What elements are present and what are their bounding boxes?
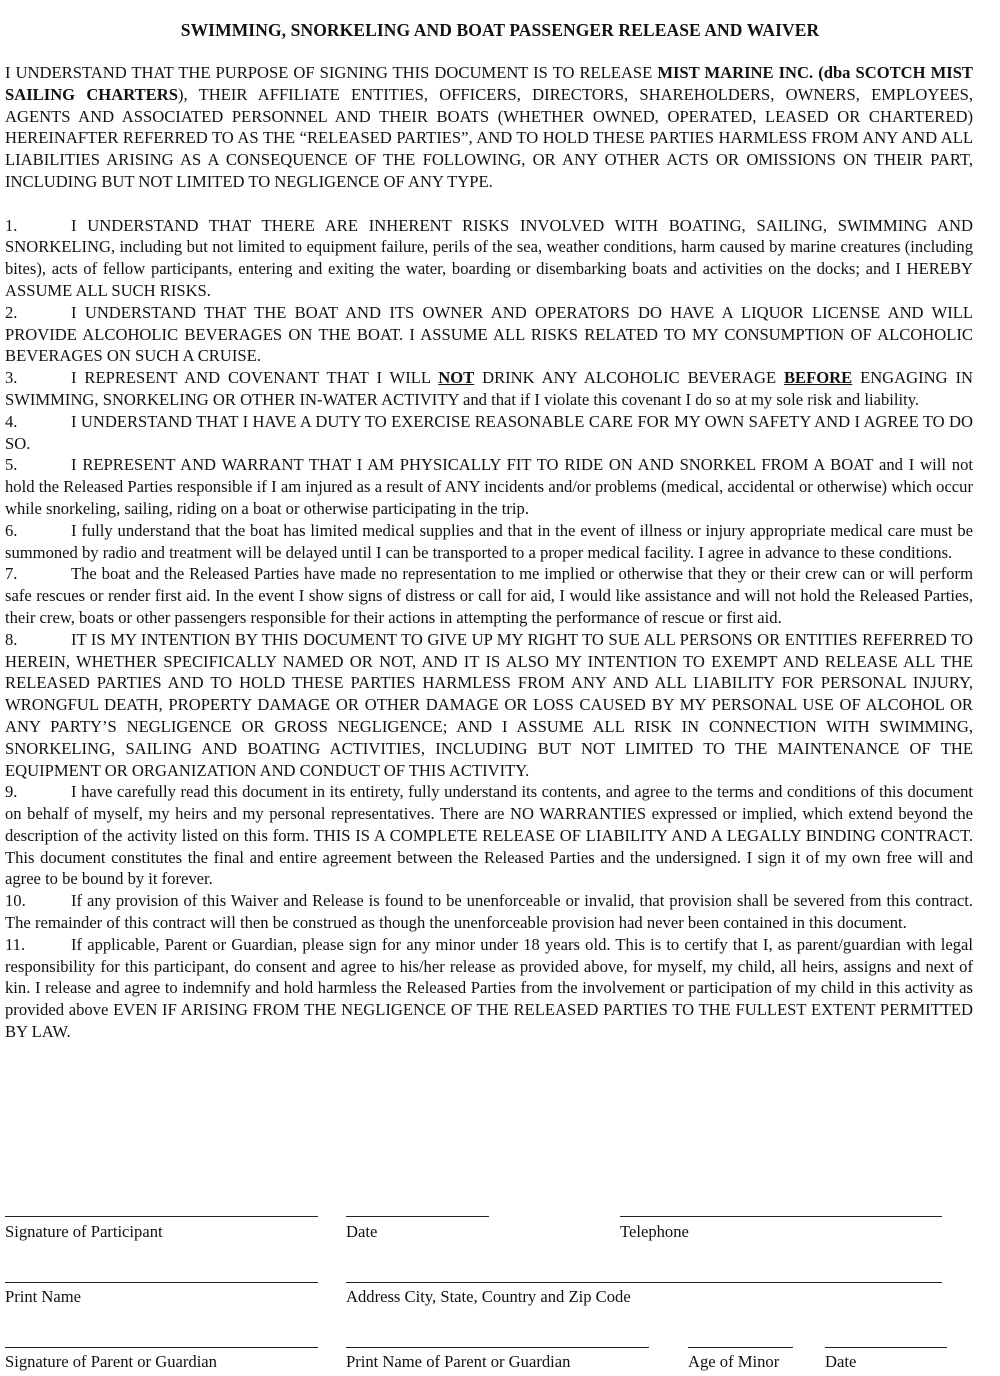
address-label: Address City, State, Country and Zip Code	[346, 1287, 631, 1306]
signature-of-parent-label: Signature of Parent or Guardian	[5, 1352, 217, 1371]
intro-post: ), THEIR AFFILIATE ENTITIES, OFFICERS, DIRECTORS, SHAREHOLDERS, OWNERS, EMPLOYEES, AGENTS AND ASSOCIATED PERSONNEL AND THEIR BOATS (WHETHER OWNED, OPERATED, LEASED OR CHARTERED) HEREINAFTER REFERRED TO AS THE “RELEASED PARTIES”, AND TO HOLD THESE PARTIES HARMLESS FROM ANY AND ALL LIABILITIES ARISING AS A CONSEQUENCE OF THE FOLLOWING, OR ANY OTHER ACTS OR OMISSIONS ON THEIR PART, INCLUDING BUT NOT LIMITED TO NEGLIGENCE OF ANY TYPE.	[5, 84, 973, 191]
intro-pre: I UNDERSTAND THAT THE PURPOSE OF SIGNING THIS DOCUMENT IS TO RELEASE	[5, 63, 658, 82]
clause-number: 11.	[5, 934, 26, 954]
clause-text: I REPRESENT AND WARRANT THAT I AM PHYSICALLY FIT TO RIDE ON AND SNORKEL FROM A BOAT and I will not hold the Released Parties responsible if I am injured as a result of ANY incidents and/or problems (medical, accidental or otherwise) which occur while snorkeling, sailing, riding on a boat or otherwise participating in the trip.	[5, 455, 973, 518]
clause-number: 10.	[5, 891, 26, 911]
age-of-minor-field[interactable]	[688, 1347, 793, 1348]
clause-7	[5, 563, 973, 628]
telephone-label: Telephone	[620, 1222, 689, 1241]
clause-text: ENGAGING IN SWIMMING, SNORKELING OR OTHER IN-WATER ACTIVITY and that if I violate this covenant I do so at my sole risk and liability.	[5, 368, 974, 409]
date-2-label: Date	[825, 1352, 857, 1371]
intro-paragraph	[5, 62, 973, 193]
clause-text: I have carefully read this document in its entirety, fully understand its contents, and agree to the terms and conditions of this document on behalf of myself, my heirs and my personal representatives. There are NO WARRANTIES expressed or implied, which extend beyond the description of the activity listed on this form. THIS IS A COMPLETE RELEASE OF LIABILITY AND A LEGALLY BINDING CONTRACT. This document constitutes the final and entire agreement between the Released Parties and the undersigned. I sign it of my own free will and agree to be bound by it forever.	[5, 782, 973, 889]
clause-text: I UNDERSTAND THAT THERE ARE INHERENT RISKS INVOLVED WITH BOATING, SAILING, SWIMMING AND SNORKELING, including but not limited to equipment failure, perils of the sea, weather conditions, harm caused by marine creatures (including bites), acts of fellow participants, entering and exiting the water, boarding or disembarking boats and activities on the docks; and I HEREBY ASSUME ALL SUCH RISKS.	[5, 215, 973, 300]
clause-text: IT IS MY INTENTION BY THIS DOCUMENT TO GIVE UP MY RIGHT TO SUE ALL PERSONS OR ENTITIES REFERRED TO HEREIN, WHETHER SPECIFICALLY NAMED OR NOT, AND IT IS ALSO MY INTENTION TO EXEMPT AND RELEASE ALL THE RELEASED PARTIES AND TO HOLD THESE PARTIES HARMLESS FROM ANY AND ALL LIABILITY FOR PERSONAL INJURY, WRONGFUL DEATH, PROPERTY DAMAGE OR OTHER DAMAGE OR LOSS CAUSED BY MY PERSONAL USE OF ALCOHOL OR ANY PARTY’S NEGLIGENCE OR GROSS NEGLIGENCE; AND I ASSUME ALL RISK IN CONNECTION WITH SWIMMING, SNORKELING, SAILING AND BOATING ACTIVITIES, INCLUDING BUT NOT LIMITED TO THE MAINTENANCE OF THE EQUIPMENT OR ORGANIZATION AND CONDUCT OF THIS ACTIVITY.	[5, 629, 973, 780]
clause-number: 6.	[5, 520, 18, 540]
clause-1	[5, 215, 973, 302]
clause-text: I fully understand that the boat has limited medical supplies and that in the event of illness or injury appropriate medical care must be summoned by radio and treatment will be delayed until I can be transported to a proper medical facility. I agree in advance to these conditions.	[5, 520, 973, 562]
clause-number: 1.	[5, 215, 18, 235]
document-title: SWIMMING, SNORKELING AND BOAT PASSENGER RELEASE AND WAIVER	[180, 20, 820, 40]
clause-text: The boat and the Released Parties have made no representation to me implied or otherwise that they or their crew can or will perform safe rescues or render first aid. In the event I show signs of distress or call for aid, I would like assistance and will not hold the Released Parties, their crew, boats or other passengers responsible for their actions in attempting the performance of rescue or first aid.	[5, 564, 973, 627]
clause-number: 7.	[5, 564, 18, 584]
print-name-of-parent-label: Print Name of Parent or Guardian	[346, 1352, 571, 1371]
address-field[interactable]	[346, 1282, 942, 1283]
print-name-field[interactable]	[5, 1282, 318, 1283]
clause-3	[5, 367, 973, 411]
clause-text: If applicable, Parent or Guardian, please sign for any minor under 18 years old. This is to certify that I, as parent/guardian with legal responsibility for this participant, do consent and agree to his/her release as provided above, for myself, my child, all heirs, assigns and next of kin. I release and agree to indemnify and hold harmless the Released Parties from the involvement or participation of my child in this activity as provided above EVEN IF ARISING FROM THE NEGLIGENCE OF THE RELEASED PARTIES TO THE FULLEST EXTENT PERMITTED BY LAW.	[5, 934, 973, 1042]
parent-print-name-field[interactable]	[346, 1347, 649, 1348]
participant-signature-field[interactable]	[5, 1216, 318, 1217]
clause-10	[5, 890, 973, 934]
clause-number: 2.	[5, 302, 18, 322]
clause-number: 8.	[5, 629, 18, 649]
clause-number: 3.	[5, 368, 18, 388]
clause-4	[5, 411, 973, 455]
parent-signature-field[interactable]	[5, 1347, 318, 1348]
telephone-field[interactable]	[620, 1216, 942, 1217]
clause-text: DRINK ANY ALCOHOLIC BEVERAGE	[474, 368, 784, 388]
clause-text: I UNDERSTAND THAT I HAVE A DUTY TO EXERCISE REASONABLE CARE FOR MY OWN SAFETY AND I AGREE TO DO SO.	[5, 411, 973, 453]
clause-text: If any provision of this Waiver and Release is found to be unenforceable or invalid, that provision shall be severed from this contract. The remainder of this contract will then be construed as though the unenforceable provision had never been contained in this document.	[5, 891, 973, 933]
date-field[interactable]	[346, 1216, 489, 1217]
clause-text: I UNDERSTAND THAT THE BOAT AND ITS OWNER AND OPERATORS DO HAVE A LIQUOR LICENSE AND WILL PROVIDE ALCOHOLIC BEVERAGES ON THE BOAT. I ASSUME ALL RISKS RELATED TO MY CONSUMPTION OF ALCOHOLIC BEVERAGES ON SUCH A CRUISE.	[5, 302, 973, 366]
clause-number: 5.	[5, 455, 18, 475]
emphasis-not: NOT	[438, 368, 475, 388]
print-name-label: Print Name	[5, 1287, 82, 1306]
document-body	[5, 62, 973, 1043]
clause-number: 4.	[5, 411, 18, 431]
clause-11	[5, 934, 973, 1043]
clause-5	[5, 454, 973, 519]
company-name: MIST MARINE INC. (dba SCOTCH MIST SAILING CHARTERS	[5, 63, 973, 104]
date-label: Date	[346, 1222, 378, 1241]
clause-8	[5, 629, 973, 782]
clause-6	[5, 520, 973, 564]
clause-2	[5, 302, 973, 367]
clause-number: 9.	[5, 782, 18, 802]
emphasis-before: BEFORE	[783, 368, 853, 388]
signature-of-participant-label: Signature of Participant	[5, 1222, 163, 1241]
date-2-field[interactable]	[825, 1347, 947, 1348]
age-of-minor-label: Age of Minor	[688, 1352, 780, 1371]
clause-text: I REPRESENT AND COVENANT THAT I WILL	[71, 368, 439, 388]
clause-9	[5, 781, 973, 890]
